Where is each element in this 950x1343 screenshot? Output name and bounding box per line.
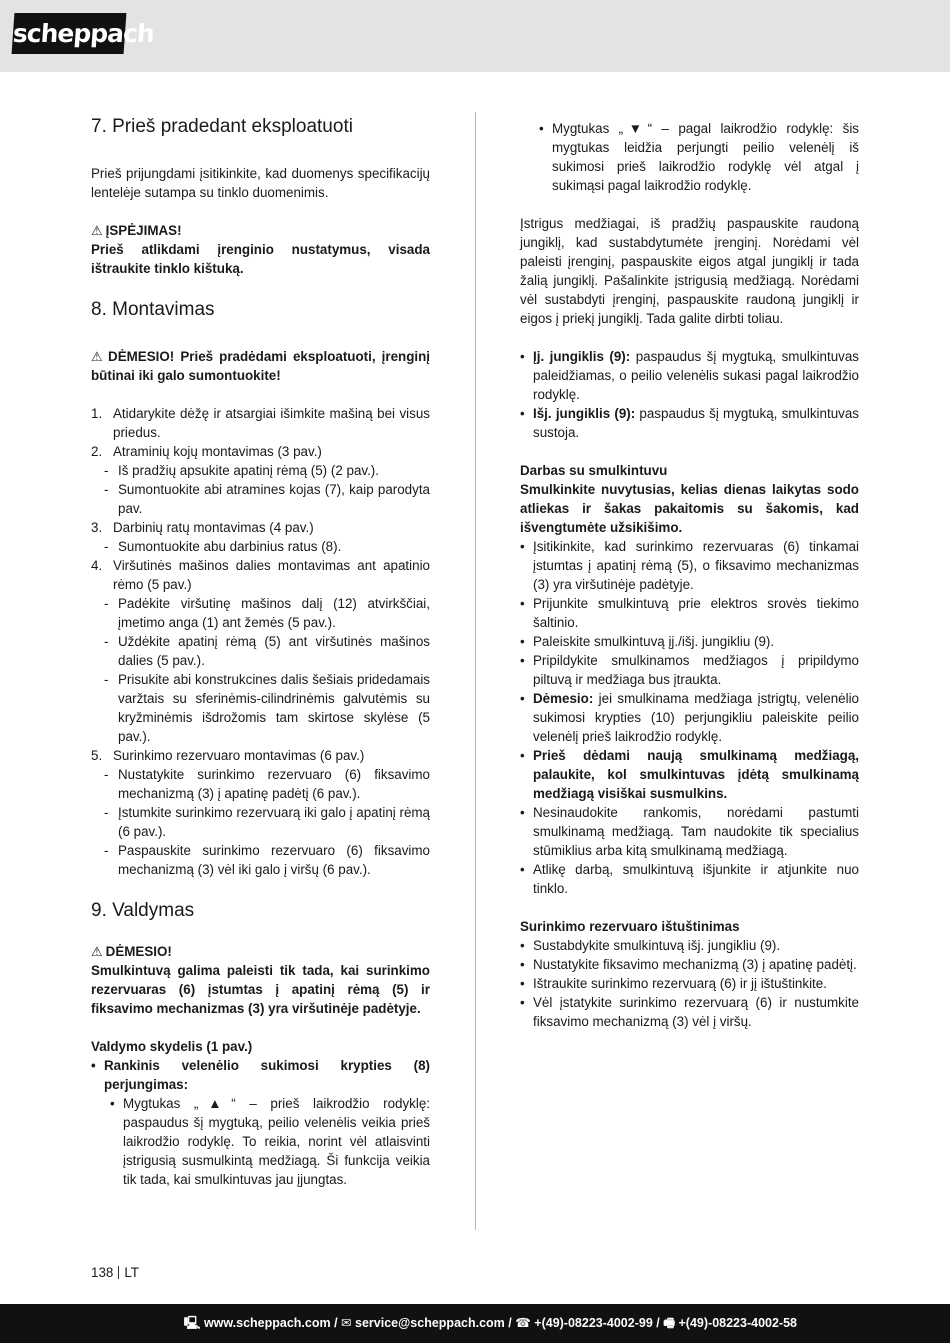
list-item bbox=[91, 404, 430, 442]
right-column bbox=[520, 119, 859, 1031]
list-number: 3. bbox=[91, 520, 103, 535]
list-item bbox=[91, 442, 430, 461]
warning-triangle-icon: ⚠ bbox=[91, 349, 106, 364]
fax-icon: 🖷 bbox=[663, 1316, 676, 1330]
footer-email: service@scheppach.com / bbox=[355, 1316, 512, 1330]
work-section-title: Darbas su smulkintuvu bbox=[520, 463, 668, 478]
list-item-text: Atlikę darbą, smulkintuvą išjunkite ir atjunkite nuo tinklo. bbox=[533, 862, 859, 896]
column-divider bbox=[475, 112, 476, 1230]
empty-section-title: Surinkimo rezervuaro ištuštinimas bbox=[520, 919, 740, 934]
assembly-steps-list bbox=[91, 404, 430, 879]
phone-icon: ☎ bbox=[515, 1316, 531, 1330]
empty-steps-list bbox=[520, 936, 859, 1031]
list-item-text: Nesinaudokite rankomis, norėdami pastumti smulkinamą medžiagą. Tam naudokite tik specialius stūmiklius arba kitą smulkinamą medžiagą. bbox=[533, 805, 859, 858]
left-column bbox=[91, 114, 430, 1189]
list-sub-item: - Padėkite viršutinę mašinos dalį (12) atvirkščiai, įmetimo anga (1) ant žemės (5 pav.). bbox=[91, 594, 430, 632]
control-panel-title: Valdymo skydelis (1 pav.) bbox=[91, 1039, 253, 1054]
section-7-intro: Prieš prijungdami įsitikinkite, kad duomenys specifikacijų lentelėje sutampa su tinklo duomenimis. bbox=[91, 166, 430, 200]
list-item bbox=[520, 594, 859, 632]
list-number: 2. bbox=[91, 444, 103, 459]
list-item bbox=[520, 537, 859, 594]
list-sub-item: - Nustatykite surinkimo rezervuaro (6) fiksavimo mechanizmą (3) į apatinę padėtį (6 pav.). bbox=[91, 765, 430, 803]
page-header bbox=[0, 0, 950, 72]
footer-phone: +(49)-08223-4002-99 / bbox=[534, 1316, 660, 1330]
list-item bbox=[520, 651, 859, 689]
list-sub-item: - Uždėkite apatinį rėmą (5) ant viršutinės mašinos dalies (5 pav.). bbox=[91, 632, 430, 670]
list-sub-item: - Sumontuokite abi atramines kojas (7), kaip parodyta pav. bbox=[91, 480, 430, 518]
list-sub-item: - Prisukite abi konstrukcines dalis šešiais pridedamais varžtais su sferinėmis-cilindrinėmis galvutėmis su kryžminėmis išdrožomis tam skirtose skylėse (5 pav.). bbox=[91, 670, 430, 746]
attention-text: Smulkintuvą galima paleisti tik tada, kai surinkimo rezervuaras (6) įstumtas į apatinį rėmą (5) ir fiksavimo mechanizmas (3) yra viršutinėje padėtyje. bbox=[91, 963, 430, 1016]
warning-text: Prieš atlikdami įrenginio nustatymus, visada ištraukite tinklo kištuką. bbox=[91, 242, 430, 276]
list-item-text: jei smulkinama medžiaga įstrigtų, velenėlio sukimosi krypties (10) perjungikliu paleiskite peilio velenėlį prieš laikrodžio rodyklę. bbox=[533, 691, 859, 744]
list-item: • Ištraukite surinkimo rezervuarą (6) ir jį ištuštinkite. bbox=[520, 974, 859, 993]
footer-website: www.scheppach.com / bbox=[203, 1316, 338, 1330]
list-item-label: Dėmesio: bbox=[533, 691, 594, 706]
on-switch-item: • Įj. jungiklis (9): paspaudus šį mygtuką, smulkintuvas paleidžiamas, o peilio velenėlis sukasi pagal laikrodžio rodyklę. bbox=[520, 347, 859, 404]
section-7-title: 7. Prieš pradedant eksploatuoti bbox=[91, 116, 353, 137]
list-text: Atraminių kojų montavimas (3 pav.) bbox=[113, 444, 322, 459]
section-8-title: 8. Montavimas bbox=[91, 299, 215, 320]
panel-sub-item: • Mygtukas „▲“ – prieš laikrodžio rodyklę: paspaudus šį mygtuką, peilio velenėlis veikia prieš laikrodžio rodyklę. To reikia, norint vėl atlaisvinti įstrigusią susmulkintą medžiagą. Ši funkcija veikia tik tada, kai smulkintuvas jau įjungtas. bbox=[91, 1094, 430, 1189]
attention-note: ⚠ DĖMESIO! Prieš pradėdami eksploatuoti, įrenginį būtinai iki galo sumontuokite! bbox=[91, 349, 430, 383]
work-steps-list bbox=[520, 537, 859, 898]
warning-triangle-icon: ⚠ bbox=[91, 223, 103, 238]
list-text: Surinkimo rezervuaro montavimas (6 pav.) bbox=[113, 748, 365, 763]
page-number: 138 LT bbox=[91, 1265, 139, 1280]
jam-paragraph: Įstrigus medžiagai, iš pradžių paspauskite raudoną jungiklį, kad sustabdytumėte įrenginį. Norėdami vėl paleisti įrenginį, paspauskite eigos atgal jungiklį ir tada žalią jungiklį. Pašalinkite įstrigusią medžiagą. Norėdami vėl sustabdyti įrenginį, paspauskite raudoną jungiklį ir eigos į priekį jungiklį. Tada galite dirbti toliau. bbox=[520, 216, 859, 326]
list-item bbox=[520, 689, 859, 746]
list-item-text: Įsitikinkite, kad surinkimo rezervuaras (6) tinkamai įstumtas į apatinį rėmą (5), o fiksavimo mechanizmas (3) yra viršutinėje padėtyje. bbox=[533, 539, 859, 592]
page-footer bbox=[0, 1304, 950, 1343]
list-item-text: Prijunkite smulkintuvą prie elektros srovės tiekimo šaltinio. bbox=[533, 596, 859, 630]
list-item bbox=[520, 803, 859, 860]
list-sub-item: - Paspauskite surinkimo rezervuaro (6) fiksavimo mechanizmą (3) vėl iki galo į viršų (6 pav.). bbox=[91, 841, 430, 879]
list-item: • Nustatykite fiksavimo mechanizmą (3) į apatinę padėtį. bbox=[520, 955, 859, 974]
list-sub-item: - Įstumkite surinkimo rezervuarą iki galo į apatinį rėmą (6 pav.). bbox=[91, 803, 430, 841]
list-sub-item: - Sumontuokite abu darbinius ratus (8). bbox=[91, 537, 430, 556]
work-section-note: Smulkinkite nuvytusias, kelias dienas laikytas sodo atliekas ir šakas pakaitomis su šakomis, kad išvengtumėte užsikišimo. bbox=[520, 482, 859, 535]
monitor-icon: 🖳 bbox=[183, 1316, 201, 1330]
list-number: 4. bbox=[91, 558, 103, 573]
warning-triangle-icon: ⚠ bbox=[91, 944, 103, 959]
list-item bbox=[91, 556, 430, 594]
list-sub-item: - Iš pradžių apsukite apatinį rėmą (5) (2 pav.). bbox=[91, 461, 430, 480]
list-item-label: Prieš dėdami naują smulkinamą medžiagą, palaukite, kol smulkintuvas įdėtą smulkinamą medžiagą visiškai susmulkins. bbox=[533, 748, 859, 801]
list-item bbox=[520, 746, 859, 803]
scheppach-logo: scheppach bbox=[12, 13, 127, 54]
list-item bbox=[520, 632, 859, 651]
attention-heading: ⚠ DĖMESIO! bbox=[91, 944, 172, 959]
off-switch-item: • Išj. jungiklis (9): paspaudus šį mygtuką, smulkintuvas sustoja. bbox=[520, 404, 859, 442]
list-text: Viršutinės mašinos dalies montavimas ant apatinio rėmo (5 pav.) bbox=[113, 558, 430, 592]
list-item bbox=[91, 518, 430, 537]
list-text: Atidarykite dėžę ir atsargiai išimkite mašiną bei visus priedus. bbox=[113, 406, 430, 440]
list-item bbox=[520, 860, 859, 898]
mail-icon: ✉ bbox=[341, 1316, 352, 1330]
panel-item: • Rankinis velenėlio sukimosi krypties (8) perjungimas: bbox=[91, 1056, 430, 1094]
list-item-text: Pripildykite smulkinamos medžiagos į pripildymo piltuvą ir medžiaga bus įtraukta. bbox=[533, 653, 859, 687]
list-item: • Vėl įstatykite surinkimo rezervuarą (6) ir nustumkite fiksavimo mechanizmą (3) vėl į viršų. bbox=[520, 993, 859, 1031]
section-9-title: 9. Valdymas bbox=[91, 900, 195, 921]
list-text: Darbinių ratų montavimas (4 pav.) bbox=[113, 520, 314, 535]
warning-heading: ⚠ ĮSPĖJIMAS! bbox=[91, 223, 182, 238]
footer-fax: +(49)-08223-4002-58 bbox=[678, 1316, 797, 1330]
list-number: 1. bbox=[91, 406, 103, 421]
list-item: • Sustabdykite smulkintuvą išj. jungikliu (9). bbox=[520, 936, 859, 955]
list-item-text: Paleiskite smulkintuvą įj./išj. jungikliu (9). bbox=[533, 634, 775, 649]
list-item bbox=[91, 746, 430, 765]
panel-sub-item-continued: • Mygtukas „▼“ – pagal laikrodžio rodyklę: šis mygtukas leidžia perjungti peilio velenėlį iš sukimosi prieš laikrodžio rodyklę vėl atgal į sukimąsi pagal laikrodžio rodyklę. bbox=[520, 119, 859, 195]
list-number: 5. bbox=[91, 748, 103, 763]
